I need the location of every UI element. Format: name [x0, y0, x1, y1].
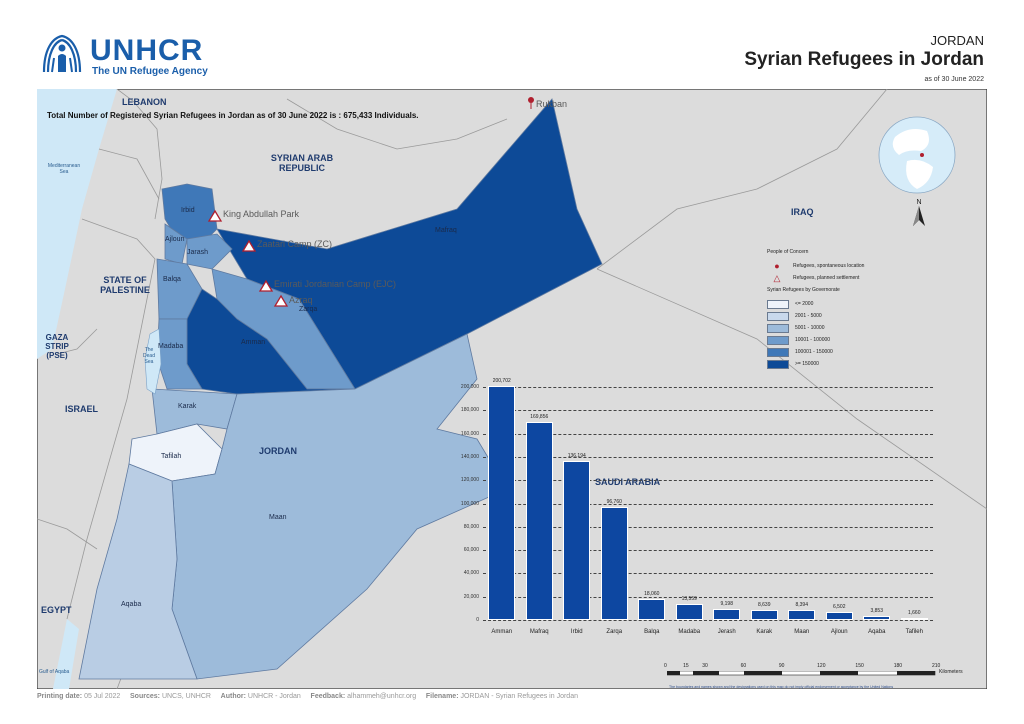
gov-label-ajloun: Ajloun [165, 236, 185, 243]
footer-author-value: UNHCR - Jordan [247, 693, 301, 700]
footer-printing-value: 05 Jul 2022 [84, 693, 121, 700]
header-country: JORDAN [930, 33, 984, 48]
label-saudi-arabia: SAUDI ARABIA [595, 477, 661, 487]
bar-value-label: 96,760 [606, 499, 622, 506]
site-label-zaatari: Zaatari Camp (ZC) [257, 239, 333, 249]
label-syria: SYRIAN ARAB REPUBLIC [270, 153, 334, 173]
bar-value-label: 8,394 [795, 602, 808, 609]
gov-label-jarash: Jarash [187, 249, 209, 256]
x-tick-label: Mafraq [529, 629, 549, 635]
rukban-marker-icon [528, 97, 534, 103]
legend-class-label: 100001 - 150000 [795, 349, 833, 355]
x-tick-label: Aqaba [868, 629, 886, 635]
y-tick-label: 80,000 [463, 523, 479, 530]
total-refugees-text: Total Number of Registered Syrian Refugees in Jordan as of 30 June 2022 is : 675,433 Individuals. [47, 111, 419, 120]
bar-value-label: 169,856 [530, 414, 549, 421]
y-tick-label: 200,000 [460, 384, 479, 390]
scale-tick-label: 90 [778, 663, 785, 669]
gov-label-irbid: Irbid [181, 207, 195, 214]
x-tick-label: Irbid [570, 629, 583, 635]
unhcr-emblem-icon [38, 32, 86, 76]
y-tick-label: 40,000 [463, 570, 479, 577]
bar-value-label: 1,660 [907, 610, 921, 617]
gridline [483, 620, 933, 621]
gov-label-aqaba: Aqaba [121, 601, 142, 608]
bar [901, 618, 928, 620]
scale-tick-label: 0 [664, 663, 667, 669]
x-tick-label: Jerash [717, 629, 736, 635]
label-dead-sea: The Dead Sea [143, 347, 155, 365]
label-palestine: STATE OF PALESTINE [100, 275, 150, 295]
label-gulf-aqaba: Gulf of Aqaba [39, 669, 70, 675]
gov-label-madaba: Madaba [158, 343, 184, 350]
label-mediterranean: Mediterranean Sea [47, 163, 81, 175]
bar [563, 461, 590, 620]
gov-label-tafilah: Tafilah [161, 453, 182, 460]
gov-label-maan: Maan [269, 514, 287, 521]
bar [638, 599, 665, 620]
scale-tick-label: 30 [702, 663, 708, 669]
legend-poc-title: People of Concern [767, 249, 809, 255]
scale-tick-label: 15 [683, 663, 689, 669]
legend-class-row [767, 298, 927, 310]
bar-value-label: 13,559 [681, 596, 697, 603]
legend-class-row [767, 310, 927, 322]
y-tick-label: 160,000 [460, 430, 479, 437]
y-tick-label: 120,000 [460, 477, 479, 484]
bar-value-label: 6,502 [832, 604, 846, 611]
pin-icon: ● [774, 261, 780, 271]
bar-value-label: 9,198 [720, 601, 733, 608]
label-israel: ISRAEL [65, 404, 99, 414]
footer-sources-value: UNCS, UNHCR [161, 693, 211, 700]
bar [526, 422, 553, 620]
globe-icon [879, 117, 955, 193]
bar-value-label: 200,702 [492, 378, 511, 385]
x-tick-label: Karak [756, 629, 773, 635]
legend-class-label: >= 150000 [795, 361, 819, 367]
x-tick-label: Maan [794, 629, 810, 635]
logo-tagline: The UN Refugee Agency [92, 66, 208, 77]
legend-class-label: 2001 - 5000 [795, 313, 822, 319]
site-label-kap: King Abdullah Park [223, 209, 300, 219]
label-jordan: JORDAN [259, 446, 298, 456]
gov-label-balqa: Balqa [163, 276, 181, 283]
north-arrow-icon [912, 206, 926, 226]
y-tick-label: 140,000 [460, 453, 479, 460]
legend-swatch [767, 312, 789, 321]
label-egypt: EGYPT [41, 605, 72, 615]
legend-swatch [767, 348, 789, 357]
legend-class-row [767, 322, 927, 334]
legend-class-row [767, 358, 927, 370]
y-tick-label: 20,000 [463, 593, 479, 600]
legend-classes-title: Syrian Refugees by Governorate [767, 287, 840, 293]
legend-planned-label: Refugees, planned settlement [793, 275, 860, 281]
bar [488, 386, 515, 620]
site-label-azraq: Azraq [289, 295, 313, 305]
gov-label-mafraq: Mafraq [435, 227, 457, 234]
map-frame [37, 89, 987, 689]
legend-swatch [767, 324, 789, 333]
scale-tick-label: 120 [817, 663, 826, 669]
x-tick-label: Ajloun [830, 629, 848, 635]
legend-class-label: 5001 - 10000 [795, 325, 825, 331]
page-title: Syrian Refugees in Jordan [744, 49, 984, 70]
x-tick-label: Tafileh [905, 629, 923, 635]
header-date: as of 30 June 2022 [924, 76, 984, 83]
legend-swatch [767, 360, 789, 369]
y-tick-label: 100,000 [460, 500, 479, 507]
footer-filename-value: JORDAN - Syrian Refugees in Jordan [460, 693, 578, 700]
gov-label-karak: Karak [178, 403, 197, 410]
scale-bar-graphic [667, 671, 967, 677]
legend-classes [767, 298, 927, 370]
gridline [483, 410, 933, 411]
legend-class-label: <= 2000 [795, 301, 814, 307]
legend-row-planned [767, 272, 927, 284]
bar [863, 616, 890, 620]
bar [676, 604, 703, 620]
bar-chart [443, 375, 933, 645]
gov-label-zarqa: Zarqa [299, 306, 318, 313]
legend-row-spontaneous [767, 260, 927, 272]
x-tick-label: Madaba [678, 629, 701, 635]
disclaimer: The boundaries and names shown and the designations used on this map do not imply official endorsement or acceptance by the United Nations [669, 685, 894, 689]
bar [788, 610, 815, 620]
north-label: N [916, 199, 922, 206]
legend-swatch [767, 336, 789, 345]
gridline [483, 387, 933, 388]
x-tick-label: Balqa [644, 629, 660, 635]
map-legend [767, 249, 927, 370]
footer [37, 693, 578, 700]
scale-tick-label: 210 [932, 663, 941, 669]
footer-printing-label: Printing date: [37, 693, 83, 700]
legend-class-row [767, 346, 927, 358]
bar [713, 609, 740, 620]
legend-class-row [767, 334, 927, 346]
footer-sources-label: Sources: [130, 693, 160, 700]
label-gaza: GAZA STRIP (PSE) [45, 333, 69, 360]
legend-class-label: 10001 - 100000 [795, 337, 831, 343]
scale-unit: Kilometers [939, 669, 963, 675]
legend-swatch [767, 300, 789, 309]
bar-value-label: 18,060 [644, 590, 660, 597]
y-tick-label: 180,000 [460, 407, 479, 414]
site-label-rukban: Rukban [536, 99, 568, 109]
bar-value-label: 3,853 [870, 607, 883, 614]
bar [826, 612, 853, 620]
bar-value-label: 136,194 [567, 453, 586, 460]
bar [601, 507, 628, 620]
gov-label-amman: Amman [241, 339, 266, 346]
scale-tick-label: 180 [893, 663, 903, 669]
label-iraq: IRAQ [791, 207, 814, 217]
label-lebanon: LEBANON [122, 97, 167, 107]
bar [751, 610, 778, 620]
scale-bar [664, 663, 977, 683]
unhcr-logo [38, 32, 238, 82]
footer-author-label: Author: [220, 693, 246, 700]
x-tick-label: Amman [491, 629, 513, 635]
north-arrow [909, 199, 929, 229]
footer-feedback-label: Feedback: [310, 693, 346, 700]
logo-wordmark: UNHCR [90, 34, 204, 67]
triangle-icon: △ [773, 272, 781, 283]
x-tick-label: Zarqa [606, 629, 623, 635]
scale-tick-label: 60 [740, 663, 747, 669]
footer-feedback-value: alhammeh@unhcr.org [347, 693, 417, 700]
site-label-emirati: Emirati Jordanian Camp (EJC) [274, 279, 397, 289]
y-tick-label: 60,000 [463, 547, 479, 554]
bar-value-label: 8,639 [757, 601, 771, 608]
scale-tick-label: 150 [855, 663, 864, 669]
legend-spontaneous-label: Refugees, spontaneous location [793, 263, 865, 269]
y-tick-label: 0 [476, 617, 479, 623]
footer-filename-label: Filename: [425, 693, 459, 700]
